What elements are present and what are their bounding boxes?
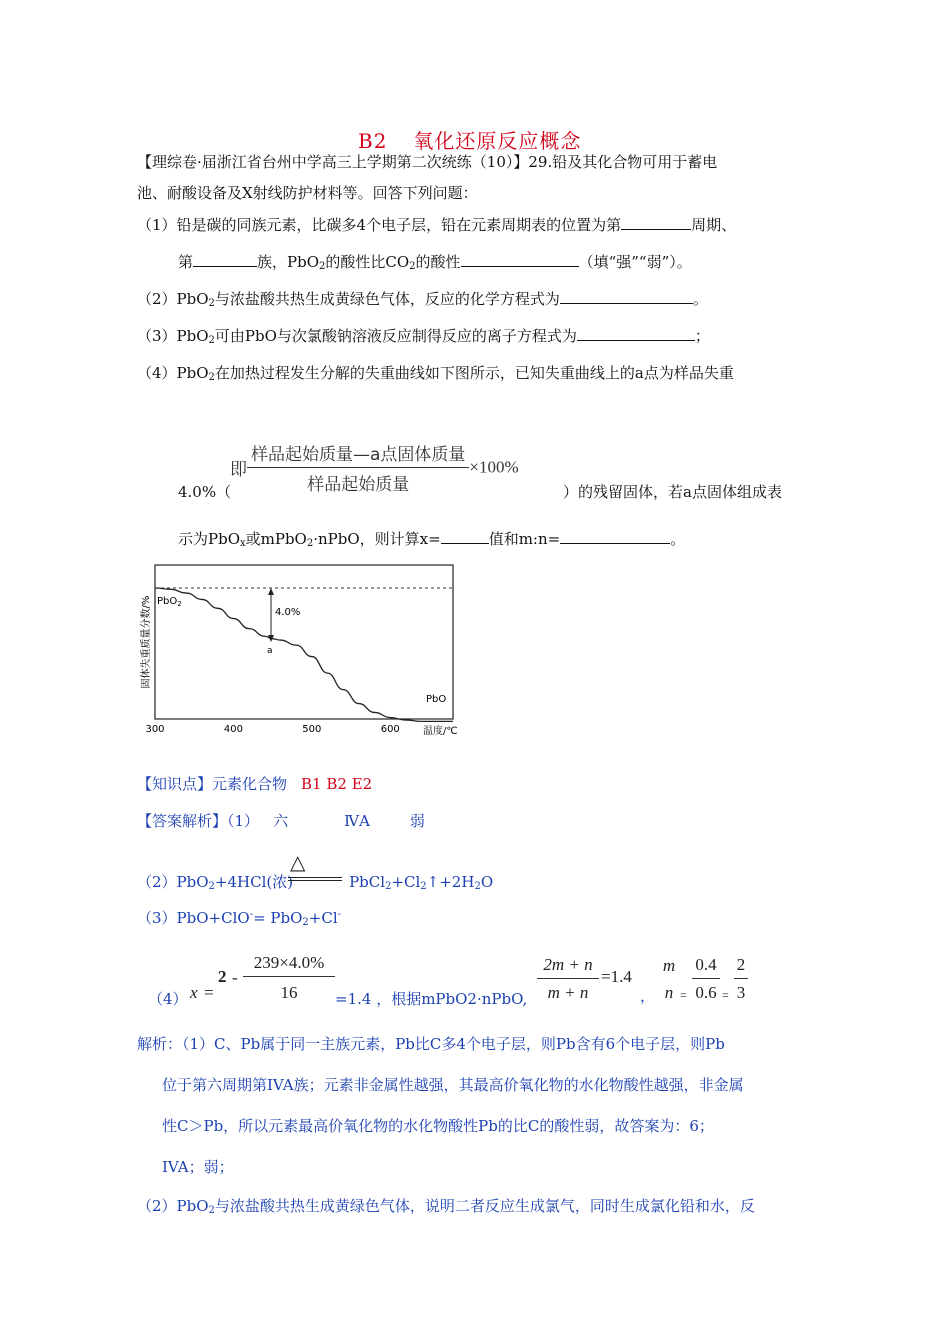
question-intro: 池、耐酸设备及X射线防护材料等。回答下列问题： (137, 184, 478, 202)
var-n: n (664, 983, 674, 1002)
page-title (358, 125, 581, 154)
end-label: PbO (426, 694, 447, 705)
const-two: 2 (218, 967, 227, 986)
analysis-line5: （2）PbO$_2$与浓盐酸共热生成黄绿色气体，说明二者反应生成氯气，同时生成氯化铅和水，反 (137, 1197, 755, 1216)
answer-blank[interactable] (193, 252, 257, 267)
formula-fraction: $\frac{\text{样品起始质量—a点固体质量}}{\text{样品起始质量}}$ (247, 440, 469, 495)
equals-sign (288, 877, 342, 881)
analysis-line3: 性C＞Pb，所以元素最高价氧化物的水化物酸性Pb的比C的酸性弱，故答案为：6； (162, 1117, 714, 1135)
frac2-result: =1.4 (601, 967, 632, 986)
analysis-line1: 解析：（1）C、Pb属于同一主族元素，Pb比C多4个电子层，则Pb含有6个电子层，则Pb (137, 1035, 725, 1053)
var-x: x (190, 983, 198, 1002)
frac1-num: 239×4.0% (243, 953, 335, 977)
question-4-line2b: ）的残留固体，若a点固体组成表 (563, 483, 782, 501)
eq-sign-2: = (680, 988, 687, 1002)
arrow-head-up (268, 588, 274, 595)
mass-loss-chart (130, 560, 470, 740)
question-4-line1: （4）PbO$_2$在加热过程发生分解的失重曲线如下图所示，已知失重曲线上的a点为样品失重 (137, 364, 734, 383)
point-a-label: a (267, 646, 273, 656)
answer-1: 【答案解析】（1） 六 ⅣA 弱 (137, 812, 425, 830)
question-4-line3: 示为PbO$_x$或mPbO$_2$·nPbO，则计算x= 值和m:n= 。 (178, 530, 686, 549)
question-source: 【理综卷·届浙江省台州中学高三上学期第二次统练（10）】29.铅及其化合物可用于蓄电 (137, 153, 718, 171)
answer-4-label: （4） (148, 990, 188, 1008)
x-tick-label: 400 (223, 724, 243, 735)
answer-blank[interactable] (621, 215, 691, 230)
frac1-den: 16 (280, 983, 298, 1002)
frac3-den: 0.6 (695, 983, 717, 1002)
x-tick-label: 600 (380, 724, 400, 735)
analysis-line4: IVA；弱； (162, 1158, 234, 1176)
answer-blank[interactable] (461, 252, 579, 267)
question-1-line2: 第 族，PbO$_2$的酸性比$CO_2$的酸性 （填“强”“弱”）。 (178, 253, 692, 272)
question-1-line1: （1）铅是碳的同族元素，比碳多4个电子层，铅在元素周期表的位置为第 周期、 (137, 216, 737, 234)
answer-blank[interactable] (560, 289, 693, 304)
series-line (155, 588, 453, 721)
mass-loss-formula: 即 $\frac{\text{样品起始质量—a点固体质量}}{\text{样品起始质量}}$ ×100% (230, 440, 519, 495)
answer-blank[interactable] (560, 529, 670, 544)
answer-4-text: =1.4 ，根据mPbO2·nPbO, (335, 990, 528, 1008)
frac3-num: 0.4 (692, 955, 720, 979)
x-tick-label: 500 (302, 724, 322, 735)
frac2-num: 2m + n (537, 955, 599, 979)
heat-delta-icon: △ (290, 850, 306, 874)
y-axis-label: 固体失重质量分数/% (141, 595, 152, 689)
gap-label: 4.0% (275, 607, 301, 618)
question-2: （2）PbO$_2$与浓盐酸共热生成黄绿色气体，反应的化学方程式为 。 (137, 290, 708, 309)
analysis-line2: 位于第六周期第IVA族；元素非金属性越强，其最高价氧化物的水化物酸性越强，非金属 (162, 1076, 744, 1094)
x-axis-label: 温度/℃ (423, 726, 458, 737)
answer-blank[interactable] (441, 529, 489, 544)
minus-sign: - (232, 968, 238, 987)
x-tick-label: 300 (145, 724, 165, 735)
knowledge-point: 【知识点】元素化合物 B1 B2 E2 (137, 775, 373, 793)
eq-sign: = (204, 983, 214, 1002)
var-m: m (662, 956, 676, 975)
x-ticks (145, 724, 399, 735)
frac4-den: 3 (736, 983, 746, 1002)
question-4-line2: 4.0%（ (178, 483, 232, 501)
comma: ， (640, 987, 656, 1005)
frac2-den: m + n (547, 983, 589, 1002)
answer-blank[interactable] (577, 326, 695, 341)
start-label: PbO$_2$ (157, 596, 182, 608)
answer-2: （2）PbO$_2$+4HCl(浓) $PbCl_2+Cl_2↑+2H_2O$ (137, 873, 494, 892)
eq-sign-3: = (722, 988, 729, 1002)
title-text: 氧化还原反应概念 (413, 129, 582, 153)
frac4-num: 2 (734, 955, 748, 979)
title-code: B2 (358, 129, 388, 153)
answer-3: （3）PbO+ClO-= PbO$_2$+Cl- (137, 909, 342, 928)
question-3: （3）PbO$_2$可由PbO与次氯酸钠溶液反应制得反应的离子方程式为 ； (137, 327, 710, 346)
